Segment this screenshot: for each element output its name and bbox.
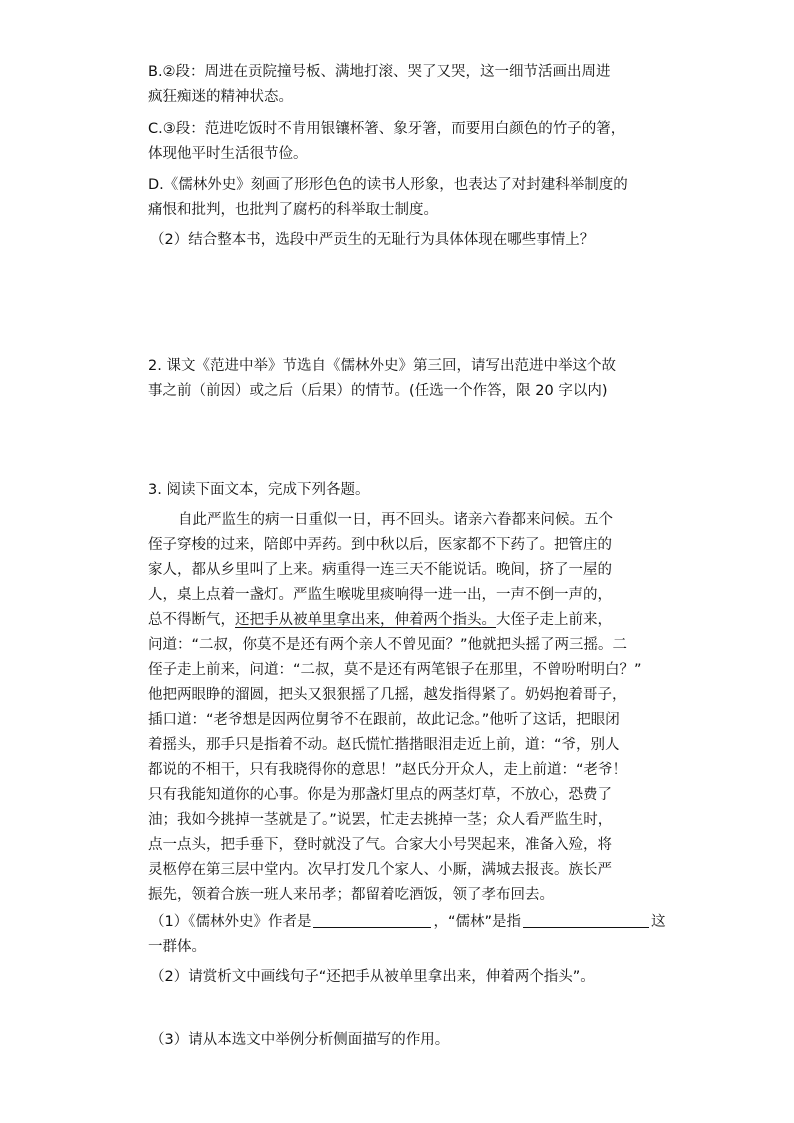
question-3-3: （3）请从本选文中举例分析侧面描写的作用。 [150, 1032, 450, 1048]
q3-1-text-c: 这 [651, 914, 666, 930]
question-3-1-cont: 一群体。 [148, 939, 206, 955]
option-d-line-1: D.《儒林外史》刻画了形形色色的读书人形象，也表达了对封建科举制度的 [148, 177, 628, 193]
underlined-sentence: 还把手从被单里拿出来，伸着两个指头。 [235, 612, 496, 628]
passage-line: 问道：“二叔，你莫不是还有两个亲人不曾见面？”他就把头摇了两三摇。二 [148, 637, 628, 653]
passage-line: 他把两眼睁的溜圆，把头又狠狠摇了几摇，越发指得紧了。奶妈抱着哥子， [148, 687, 627, 703]
passage-line: 侄子穿梭的过来，陪郎中弄药。到中秋以后，医家都不下药了。把管庄的 [148, 537, 612, 553]
option-b-line-2: 疯狂痴迷的精神状态。 [148, 89, 293, 105]
passage-line: 自此严监生的病一日重似一日，再不回头。诸亲六眷都来问候。五个 [178, 512, 613, 528]
q3-1-text-b: ，“儒林”是指 [433, 914, 522, 930]
question-3-2: （2）请赏析文中画线句子“还把手从被单里拿出来，伸着两个指头”。 [150, 969, 595, 985]
passage-line: 油；我如今挑掉一茎就是了。”说罢，忙走去挑掉一茎；众人看严监生时， [148, 812, 613, 828]
passage-line: 只有我能知道你的心事。你是为那盏灯里点的两茎灯草，不放心，恐费了 [148, 787, 612, 803]
passage-line: 灵柩停在第三层中堂内。次早打发几个家人、小厮，满城去报丧。族长严 [148, 862, 612, 878]
question-2-line-2: 事之前（前因）或之后（后果）的情节。(任选一个作答，限 20 字以内) [148, 383, 608, 399]
passage-line: 人，桌上点着一盏灯。严监生喉咙里痰响得一进一出，一声不倒一声的， [148, 587, 612, 603]
option-b-line-1: B.②段：周进在贡院撞号板、满地打滚、哭了又哭，这一细节活画出周进 [148, 64, 611, 80]
passage-line: 振先，领着合族一班人来吊孝；都留着吃酒饭，领了孝布回去。 [148, 887, 554, 903]
passage-line: 点一点头，把手垂下，登时就没了气。合家大小号哭起来，准备入殓，将 [148, 837, 612, 853]
author-answer-blank[interactable] [313, 913, 431, 928]
q3-1-text-a: （1）《儒林外史》作者是 [150, 914, 312, 930]
option-c-line-2: 体现他平时生活很节俭。 [148, 146, 308, 162]
question-2-line-1: 2. 课文《范进中举》节选自《儒林外史》第三回，请写出范进中举这个故 [148, 358, 616, 374]
passage-line [148, 610, 612, 630]
passage-text: 总不得断气， [148, 612, 235, 628]
question-1-2: （2）结合整本书，选段中严贡生的无耻行为具体体现在哪些事情上？ [150, 232, 595, 248]
option-d-line-2: 痛恨和批判，也批判了腐朽的科举取士制度。 [148, 202, 438, 218]
passage-line: 着摇头，那手只是指着不动。赵氏慌忙揩揩眼泪走近上前，道：“爷，别人 [148, 737, 620, 753]
passage-line: 都说的不相干，只有我晓得你的意思！”赵氏分开众人，走上前道：“老爷！ [148, 762, 628, 778]
option-c-line-1: C.③段：范进吃饭时不肯用银镶杯箸、象牙箸，而要用白颜色的竹子的箸， [148, 121, 626, 137]
passage-line: 插口道：“老爷想是因两位舅爷不在跟前，故此记念。”他听了这话，把眼闭 [148, 712, 620, 728]
rulin-answer-blank[interactable] [523, 913, 649, 928]
question-3-1 [150, 912, 666, 932]
passage-line: 家人，都从乡里叫了上来。病重得一连三天不能说话。晚间，挤了一屋的 [148, 562, 612, 578]
passage-line: 侄子走上前来，问道：“二叔，莫不是还有两笔银子在那里，不曾吩咐明白？” [148, 662, 642, 678]
question-3-title: 3. 阅读下面文本，完成下列各题。 [148, 482, 370, 498]
passage-text: 大侄子走上前来， [496, 612, 612, 628]
